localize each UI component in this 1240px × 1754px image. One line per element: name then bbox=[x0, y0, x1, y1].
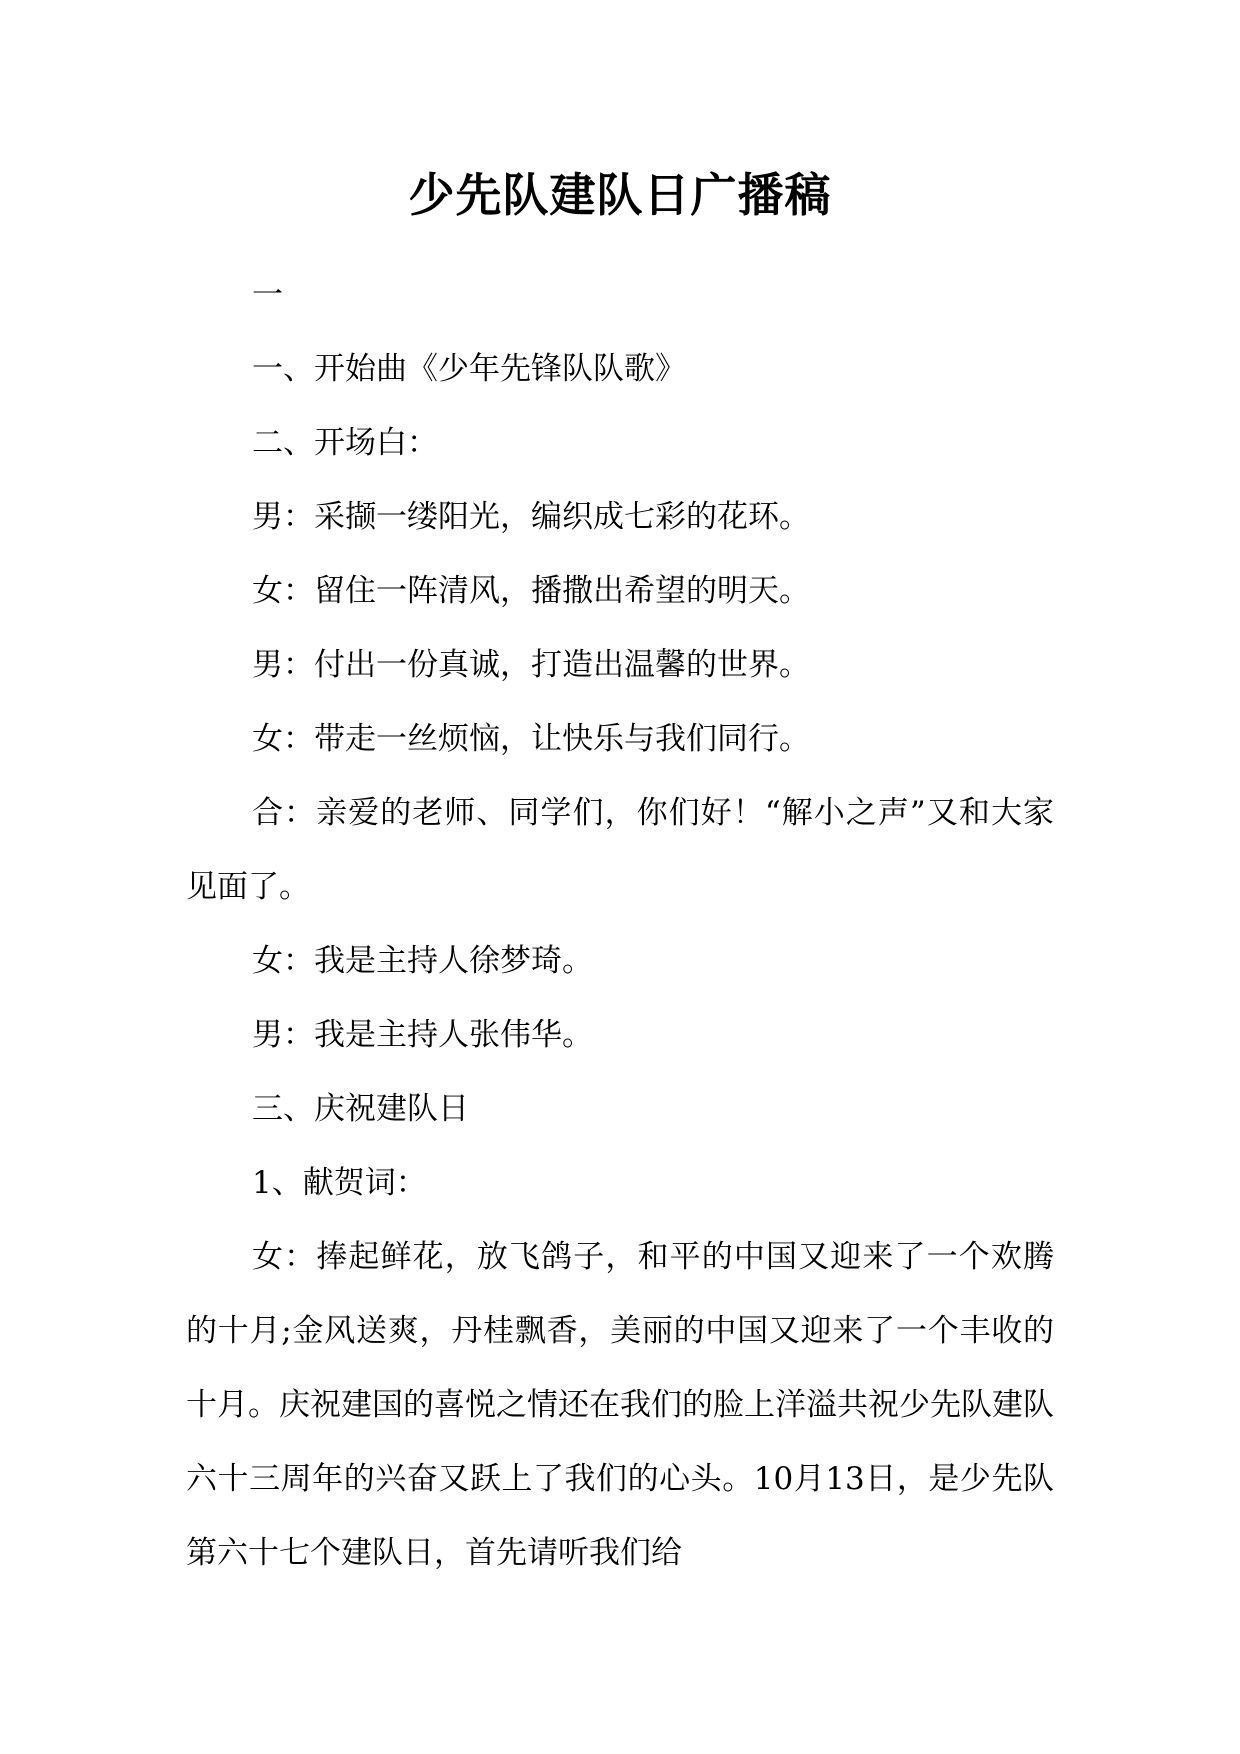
paragraph: 一、开始曲《少年先锋队队歌》 bbox=[252, 351, 686, 387]
paragraph: 女：捧起鲜花，放飞鸽子，和平的中国又迎来了一个欢腾的十月;金风送爽，丹桂飘香，美丽的中国又迎来了一个丰收的十月。庆祝建国的喜悦之情还在我们的脸上洋溢共祝少先队建队六十三周年的兴奋又跃上了我们的心头。10月13日，是少先队第六十七个建队日，首先请听我们给 bbox=[186, 1239, 1054, 1571]
paragraph: 男：付出一份真诚，打造出温馨的世界。 bbox=[252, 647, 810, 683]
paragraph: 男：我是主持人张伟华。 bbox=[252, 1017, 593, 1053]
paragraph: 女：留住一阵清风，播撒出希望的明天。 bbox=[252, 573, 810, 609]
paragraph: 男：采撷一缕阳光，编织成七彩的花环。 bbox=[252, 499, 810, 535]
paragraph: 三、庆祝建队日 bbox=[252, 1091, 469, 1127]
paragraph: 1、献贺词： bbox=[252, 1165, 427, 1201]
paragraph: 女：带走一丝烦恼，让快乐与我们同行。 bbox=[252, 721, 810, 757]
paragraph: 二、开场白： bbox=[252, 425, 438, 461]
document-title: 少先队建队日广播稿 bbox=[408, 168, 832, 222]
paragraph: 一 bbox=[252, 277, 283, 313]
paragraph: 女：我是主持人徐梦琦。 bbox=[252, 943, 593, 979]
paragraph: 合：亲爱的老师、同学们，你们好！“解小之声”又和大家见面了。 bbox=[186, 795, 1054, 905]
document-body bbox=[186, 258, 1054, 1590]
